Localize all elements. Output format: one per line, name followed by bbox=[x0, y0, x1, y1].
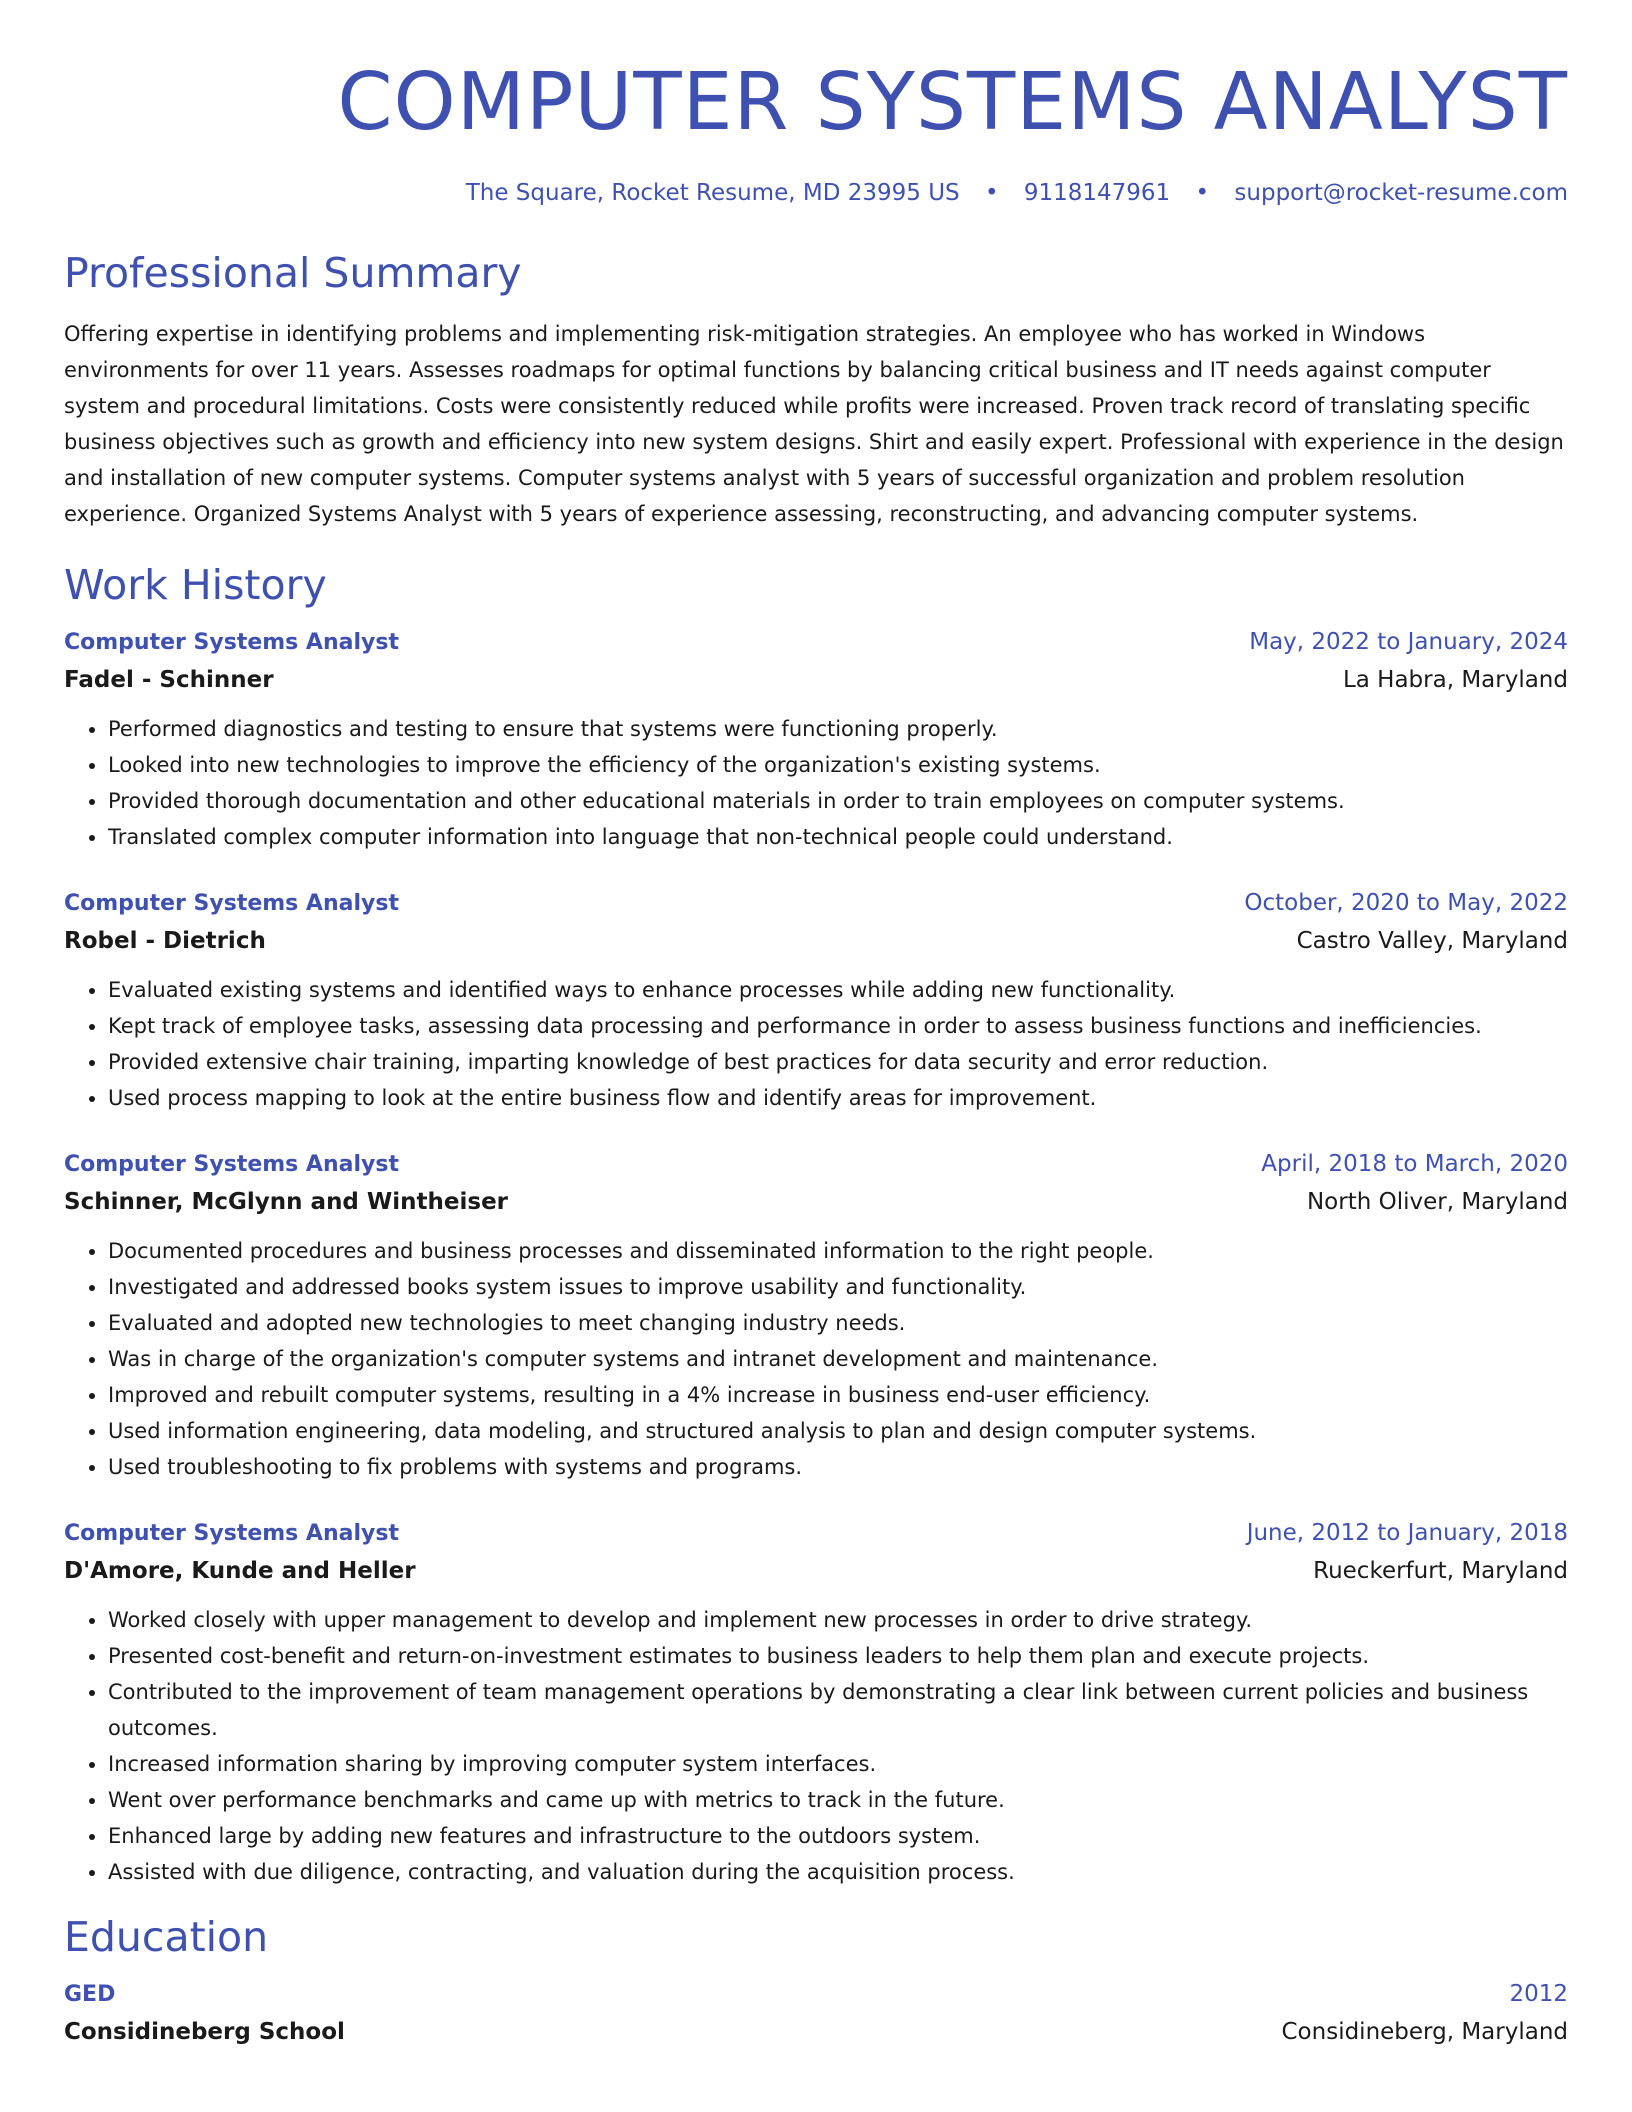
work-history-heading: Work History bbox=[64, 561, 327, 609]
job-dates: May, 2022 to January, 2024 bbox=[1249, 629, 1568, 655]
job-bullet: • Translated complex computer information into language that non-technical people could understand. bbox=[108, 819, 1568, 855]
job-dates: October, 2020 to May, 2022 bbox=[1244, 890, 1568, 916]
job-bullet: • Investigated and addressed books system issues to improve usability and functionality. bbox=[108, 1269, 1568, 1305]
contact-line bbox=[64, 178, 1568, 208]
job-bullet: • Was in charge of the organization's computer systems and intranet development and maintenance. bbox=[108, 1341, 1568, 1377]
job-company: D'Amore, Kunde and Heller bbox=[64, 1558, 416, 1584]
summary-text: Offering expertise in identifying problems and implementing risk-mitigation strategies. An employee who has worked in Windows environments for over 11 years. Assesses roadmaps for optimal functions by balancing critical business and IT needs against computer system and procedural limitations. Costs were consistently reduced while profits were increased. Proven track record of translating specific business objectives such as growth and efficiency into new system designs. Shirt and easily expert. Professional with experience in the design and installation of new computer systems. Computer systems analyst with 5 years of successful organization and problem resolution experience. Organized Systems Analyst with 5 years of experience assessing, reconstructing, and advancing computer systems. bbox=[64, 322, 1564, 526]
job-bullet: • Used information engineering, data modeling, and structured analysis to plan and design computer systems. bbox=[108, 1413, 1568, 1449]
job-bullet: • Provided thorough documentation and other educational materials in order to train employees on computer systems. bbox=[108, 783, 1568, 819]
job-bullet: • Performed diagnostics and testing to ensure that systems were functioning properly. bbox=[108, 711, 1568, 747]
job-company: Robel - Dietrich bbox=[64, 928, 266, 954]
job-bullet: • Increased information sharing by improving computer system interfaces. bbox=[108, 1746, 1568, 1782]
resume-title: COMPUTER SYSTEMS ANALYST bbox=[337, 56, 1568, 148]
job-bullet: • Looked into new technologies to improve the efficiency of the organization's existing systems. bbox=[108, 747, 1568, 783]
job-company: Schinner, McGlynn and Wintheiser bbox=[64, 1189, 509, 1215]
job-location: Rueckerfurt, Maryland bbox=[1313, 1558, 1568, 1584]
job-bullet: • Worked closely with upper management to develop and implement new processes in order to drive strategy. bbox=[108, 1602, 1568, 1638]
job-bullet: • Went over performance benchmarks and came up with metrics to track in the future. bbox=[108, 1782, 1568, 1818]
job-bullet: • Evaluated existing systems and identified ways to enhance processes while adding new functionality. bbox=[108, 972, 1568, 1008]
job-title: Computer Systems Analyst bbox=[64, 891, 399, 916]
job-bullets bbox=[64, 711, 1568, 855]
job-entry bbox=[64, 1515, 1568, 1890]
job-title: Computer Systems Analyst bbox=[64, 1152, 399, 1177]
job-entry bbox=[64, 1146, 1568, 1485]
job-location: North Oliver, Maryland bbox=[1306, 1189, 1568, 1215]
job-bullet: • Contributed to the improvement of team management operations by demonstrating a clear link between current policies and business outcomes. bbox=[108, 1674, 1568, 1746]
contact-address: The Square, Rocket Resume, MD 23995 US bbox=[465, 180, 960, 206]
contact-phone: 9118147961 bbox=[1023, 180, 1171, 206]
job-bullet: • Used process mapping to look at the entire business flow and identify areas for improvement. bbox=[108, 1080, 1568, 1116]
job-dates: April, 2018 to March, 2020 bbox=[1261, 1151, 1568, 1177]
contact-separator: • bbox=[984, 180, 999, 206]
job-bullet: • Presented cost-benefit and return-on-investment estimates to business leaders to help them plan and execute projects. bbox=[108, 1638, 1568, 1674]
education-degree: GED bbox=[64, 1982, 116, 2007]
job-bullets bbox=[64, 972, 1568, 1116]
job-location: La Habra, Maryland bbox=[1342, 667, 1568, 693]
job-dates: June, 2012 to January, 2018 bbox=[1246, 1520, 1568, 1546]
job-bullet: • Used troubleshooting to fix problems with systems and programs. bbox=[108, 1449, 1568, 1485]
job-entry bbox=[64, 624, 1568, 855]
job-bullet: • Provided extensive chair training, imparting knowledge of best practices for data security and error reduction. bbox=[108, 1044, 1568, 1080]
job-bullets bbox=[64, 1602, 1568, 1890]
job-bullet: • Enhanced large by adding new features and infrastructure to the outdoors system. bbox=[108, 1818, 1568, 1854]
education-school: Considineberg School bbox=[64, 2019, 345, 2045]
job-title: Computer Systems Analyst bbox=[64, 630, 399, 655]
summary-heading: Professional Summary bbox=[64, 249, 522, 297]
job-bullets bbox=[64, 1233, 1568, 1485]
job-bullet: • Kept track of employee tasks, assessing data processing and performance in order to assess business functions and inefficiencies. bbox=[108, 1008, 1568, 1044]
job-entry bbox=[64, 885, 1568, 1116]
education-heading: Education bbox=[64, 1913, 269, 1961]
job-company: Fadel - Schinner bbox=[64, 667, 274, 693]
education-year: 2012 bbox=[1509, 1981, 1568, 2007]
job-location: Castro Valley, Maryland bbox=[1296, 928, 1568, 954]
job-title: Computer Systems Analyst bbox=[64, 1521, 399, 1546]
education-entry bbox=[64, 1976, 1568, 2051]
job-bullet: • Evaluated and adopted new technologies to meet changing industry needs. bbox=[108, 1305, 1568, 1341]
contact-separator: • bbox=[1195, 180, 1210, 206]
contact-email: support@rocket-resume.com bbox=[1234, 180, 1568, 206]
resume-page bbox=[64, 0, 1568, 2051]
job-bullet: • Documented procedures and business processes and disseminated information to the right people. bbox=[108, 1233, 1568, 1269]
job-bullet: • Improved and rebuilt computer systems, resulting in a 4% increase in business end-user efficiency. bbox=[108, 1377, 1568, 1413]
job-bullet: • Assisted with due diligence, contracting, and valuation during the acquisition process. bbox=[108, 1854, 1568, 1890]
education-location: Considineberg, Maryland bbox=[1281, 2019, 1568, 2045]
